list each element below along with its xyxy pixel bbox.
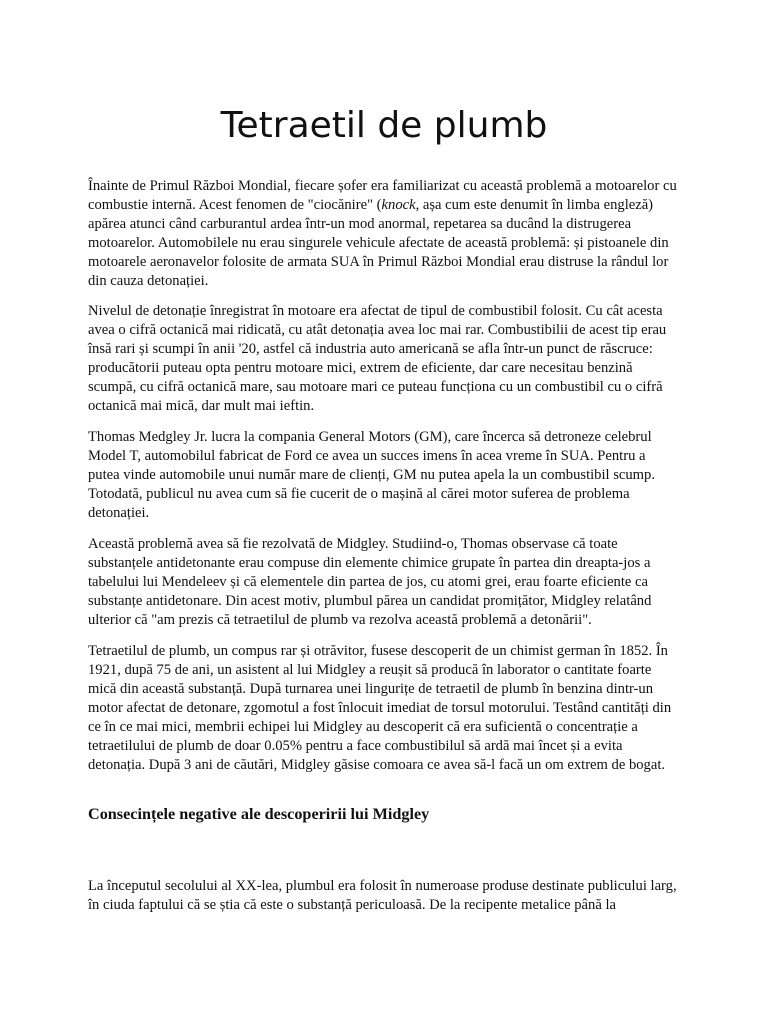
- paragraph-twentieth-century: La începutul secolului al XX-lea, plumbul era folosit în numeroase produse destinate publicului larg, în ciuda faptului că se știa că este o substanță periculoasă. De la recipente metalice până la: [88, 878, 677, 913]
- paragraph-intro-tail: , așa cum este denumit în limba engleză) apărea atunci când carburantul ardea într-un mod anormal, repetarea sa ducând la distrugerea motoarelor. Automobilele nu erau singurele vehicule afectate de această problemă: și pistoanele din motoarele aeronavelor folosite de armata SUA în Primul Război Mondial erau distruse la rândul lor din cauza detonației.: [88, 197, 669, 289]
- paragraph-intro: [88, 177, 678, 291]
- paragraph-problem-solved: Această problemă avea să fie rezolvată de Midgley. Studiind-o, Thomas observase că toate substanțele antidetonante erau compuse din elemente chimice grupate în partea din dreapta-jos a tabelului lui Mendeleev și că elementele din partea de jos, cu atomi grei, erau foarte eficiente ca substanțe antidetonare. Din acest motiv, plumbul părea un candidat promițător, Midgley relatând ulterior că "am prezis că tetraetilul de plumb va rezolva această problemă a detonării".: [88, 536, 652, 628]
- section-heading: Consecințele negative ale descoperirii lui Midgley: [88, 805, 430, 823]
- paragraph-detonation-level: Nivelul de detonație înregistrat în motoare era afectat de tipul de combustibil folosit. Cu cât acesta avea o cifră octanică mai ridicată, cu atât detonația avea loc mai rar. Combustibilii de acest tip erau însă rari și scumpi în anii '20, astfel că industria auto americană se afla într-un punct de răscruce: producătorii puteau opta pentru motoare mici, extrem de eficiente, dar care necesitau benzină scumpă, cu cifră octanică mare, sau motoare mari ce puteau funcționa cu un combustibil cu o cifră octanică mai mică, dar mult mai ieftin.: [88, 303, 667, 414]
- paragraph-medgley-gm: Thomas Medgley Jr. lucra la compania General Motors (GM), care încerca să detroneze celebrul Model T, automobilul fabricat de Ford ce avea un succes imens în acea vreme în SUA. Pentru a putea vinde automobile unui număr mare de clienți, GM nu putea apela la un combustibil scump. Totodată, publicul nu avea cum să fie cucerit de o mașină al cărei motor suferea de problema detonației.: [88, 429, 655, 521]
- paragraph-intro-lead: Înainte de Primul Război Mondial, fiecare șofer era familiarizat cu această problemă a motoarelor cu combustie internă. Acest fenomen de "ciocănire" (: [88, 178, 677, 213]
- paragraph-intro-italic-term: knock: [381, 197, 416, 213]
- document-title: Tetraetil de plumb: [220, 105, 548, 146]
- paragraph-tetraethyl-lead: Tetraetilul de plumb, un compus rar și otrăvitor, fusese descoperit de un chimist german în 1852. În 1921, după 75 de ani, un asistent al lui Midgley a reușit să producă în laborator o cantitate foarte mică din această substanță. După turnarea unei lingurițe de tetraetil de plumb în benzina dintr-un motor afectat de detonare, zgomotul a fost înlocuit imediat de torsul motorului. Testând cantități din ce în ce mai mici, membrii echipei lui Midgley au descoperit că era suficientă o concentrație a tetraetilului de plumb de doar 0.05% pentru a face combustibilul să ardă mai încet și a evita detonația. După 3 ani de căutări, Midgley găsise comoara ce avea să-l facă un om extrem de bogat.: [88, 643, 672, 773]
